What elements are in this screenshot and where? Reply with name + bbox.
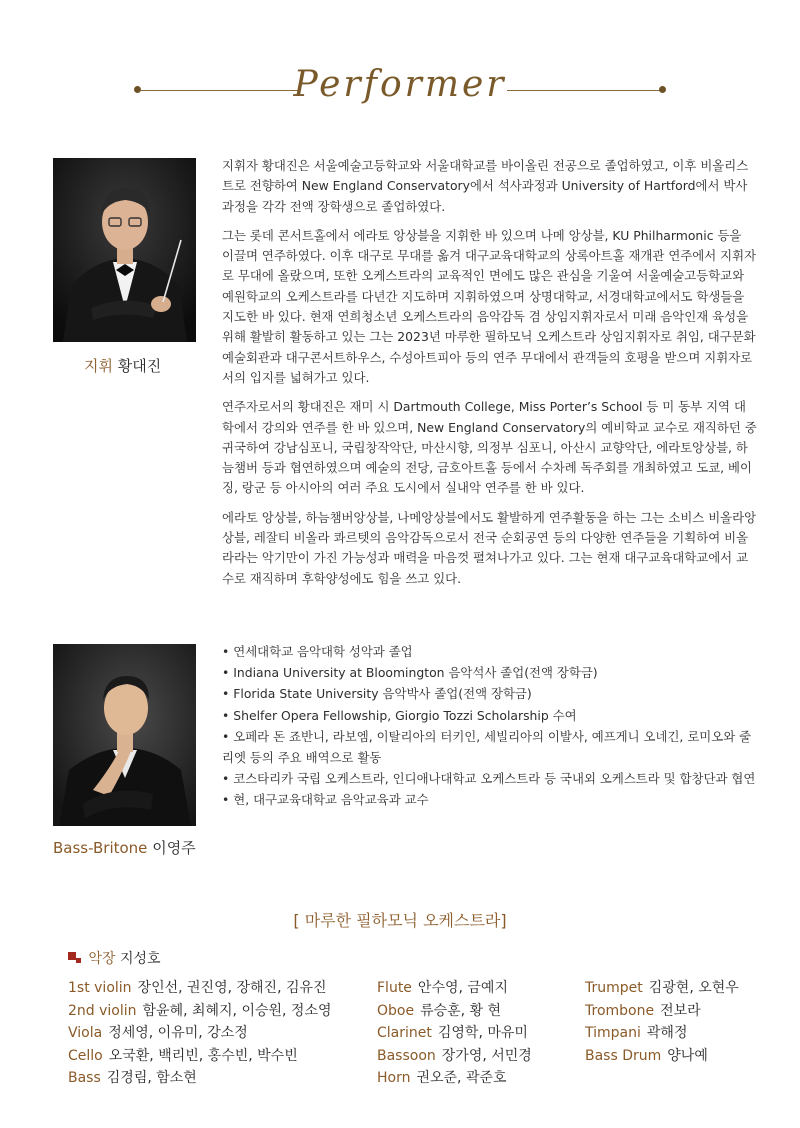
soloist-credentials [222, 641, 757, 811]
bio-paragraph: 연주자로서의 황대진은 재미 시 Dartmouth College, Miss Porter’s School 등 미 동부 지역 대학에서 강의와 연주를 한 바 있으며, New England Conservatory의 예비학교 교수로 재직하던 중 귀국하여 강남심포니, 국립창작악단, 마산시향, 의정부 심포니, 아산시 교향악단, 에라토앙상블, 하늠챔버 등과 협연하였으며 예술의 전당, 금호아트홀 등에서 수차례 독주회를 개최하였고 도쿄, 베이징, 랑군 등 아시아의 여러 주요 도시에서 실내악 연주를 한 바 있다. [222, 399, 757, 496]
members: 장인선, 권진영, 장해진, 김유진 [137, 980, 327, 996]
members: 권오준, 곽준호 [416, 1070, 507, 1086]
section-row [377, 1022, 532, 1045]
section-row [377, 1067, 532, 1090]
instrument-label: Viola [68, 1025, 103, 1041]
strings-column [68, 977, 332, 1090]
conductor-photo [53, 158, 196, 342]
page-title: Performer [293, 64, 507, 105]
list-item: • 연세대학교 음악대학 성악과 졸업 [222, 644, 413, 659]
orchestra-title: [ 마루한 필하모닉 오케스트라] [293, 911, 507, 930]
section-row [68, 1045, 332, 1068]
instrument-label: 1st violin [68, 980, 132, 996]
conductor-name: 황대진 [117, 357, 162, 375]
section-row [585, 1022, 739, 1045]
instrument-label: Flute [377, 980, 412, 996]
section-row [585, 1045, 739, 1068]
concertmaster-name: 지성호 [119, 951, 161, 967]
conductor-bio [222, 156, 757, 598]
list-item: • Florida State University 음악박사 졸업(전액 장학금) [222, 686, 532, 702]
section-row [585, 1000, 739, 1023]
members: 함윤혜, 최혜지, 이승원, 정소영 [142, 1002, 332, 1019]
section-row [377, 977, 532, 1000]
members: 김광현, 오현우 [648, 980, 739, 996]
members: 김경림, 함소현 [106, 1070, 197, 1086]
instrument-label: Timpani [585, 1025, 641, 1041]
members: 류승훈, 황 현 [420, 1002, 502, 1019]
section-row [377, 1000, 532, 1023]
concertmaster-role: 악장 [88, 951, 116, 967]
list-item: • 현, 대구교육대학교 음악교육과 교수 [222, 792, 429, 808]
ornament-line-right [507, 90, 660, 91]
members: 김영학, 마유미 [437, 1025, 528, 1041]
instrument-label: Bass Drum [585, 1047, 662, 1064]
brass-percussion-column [585, 977, 739, 1067]
square-bullet-icon [68, 952, 82, 964]
list-item: • Shelfer Opera Fellowship, Giorgio Tozzi Scholarship 수여 [222, 707, 577, 723]
bio-paragraph: 에라토 앙상블, 하늠챔버앙상블, 나메앙상블에서도 활발하게 연주활동을 하는 그는 소비스 비올라앙상블, 레잘티 비올라 콰르텟의 음악감독으로서 전국 순회공연 등의 다양한 연주들을 기획하여 비올라라는 악기만이 가진 가능성과 매력을 마음껏 펼쳐나가고 있다. 그는 현재 대구교육대학교에서 교수로 재직하며 후학양성에도 힘을 쓰고 있다. [222, 509, 757, 586]
bio-paragraph: 그는 롯데 콘서트홀에서 에라토 앙상블을 지휘한 바 있으며 나메 앙상블, KU Philharmonic 등을 이끌며 연주하였다. 이후 대구로 무대를 옮겨 대구교육대학교의 상록아트홀 재개관 연주에서 지휘자로 무대에 올랐으며, 또한 오케스트라의 교육적인 면에도 많은 관심을 기울여 서울예술고등학교와 예원학교의 오케스트라를 다년간 지도하며 지휘하였으며 상명대학교, 서경대학교에서도 학생들을 지도한 바 있다. 현재 연희청소년 오케스트라의 음악감독 겸 상임지휘자로서 미래 음악인재 육성을 위해 활발히 활동하고 있는 그는 2023년 마루한 필하모닉 오케스트라 상임지휘자로 취임, 대구문화예술회관과 대구콘서트하우스, 수성아트피아 등의 연주 무대에서 관객들의 호평을 받으며 지휘자로서의 입지를 넓혀가고 있다. [222, 227, 757, 385]
members: 양나예 [667, 1047, 708, 1064]
section-row [585, 977, 739, 1000]
instrument-label: Cello [68, 1047, 103, 1064]
members: 곽해정 [646, 1025, 688, 1041]
section-row [377, 1045, 532, 1068]
members: 전보라 [660, 1002, 701, 1019]
instrument-label: Oboe [377, 1002, 415, 1019]
members: 정세영, 이유미, 강소정 [108, 1025, 248, 1041]
instrument-label: Trumpet [585, 980, 643, 996]
soloist-caption [53, 837, 196, 858]
woodwinds-column [377, 977, 532, 1090]
list-item: • 오페라 돈 죠반니, 라보엠, 이탈리아의 터키인, 세빌리아의 이발사, 예프게니 오네긴, 로미오와 줄리엣 등의 주요 배역으로 활동 [222, 728, 752, 766]
instrument-label: Clarinet [377, 1025, 432, 1041]
instrument-label: Horn [377, 1070, 411, 1086]
list-item: • 코스타리카 국립 오케스트라, 인디애나대학교 오케스트라 등 국내외 오케스트라 및 합창단과 협연 [222, 771, 756, 787]
list-item: • Indiana University at Bloomington 음악석사 졸업(전액 장학금) [222, 665, 598, 681]
conductor-role: 지휘 [84, 357, 113, 375]
soloist-name: 이영주 [152, 839, 196, 857]
instrument-label: Trombone [585, 1002, 655, 1019]
instrument-label: Bassoon [377, 1047, 436, 1064]
members: 오국환, 백리빈, 홍수빈, 박수빈 [108, 1047, 298, 1064]
conductor-caption [84, 355, 161, 376]
section-row [68, 1000, 332, 1023]
members: 장가영, 서민경 [441, 1047, 532, 1064]
section-header [0, 64, 800, 114]
concertmaster-line [68, 948, 161, 968]
instrument-label: 2nd violin [68, 1002, 137, 1019]
ornament-dot-right [659, 86, 666, 93]
section-row [68, 1022, 332, 1045]
members: 안수영, 금예지 [417, 980, 508, 996]
instrument-label: Bass [68, 1070, 101, 1086]
section-row [68, 977, 332, 1000]
soloist-photo [53, 644, 196, 826]
bio-paragraph: 지휘자 황대진은 서울예술고등학교와 서울대학교를 바이올린 전공으로 졸업하였고, 이후 비올리스트로 전향하여 New England Conservatory에서 석사과정과 University of Hartford에서 박사과정을 각각 전액 장학생으로 졸업하였다. [222, 158, 749, 214]
soloist-role: Bass-Britone [53, 839, 148, 857]
section-row [68, 1067, 332, 1090]
